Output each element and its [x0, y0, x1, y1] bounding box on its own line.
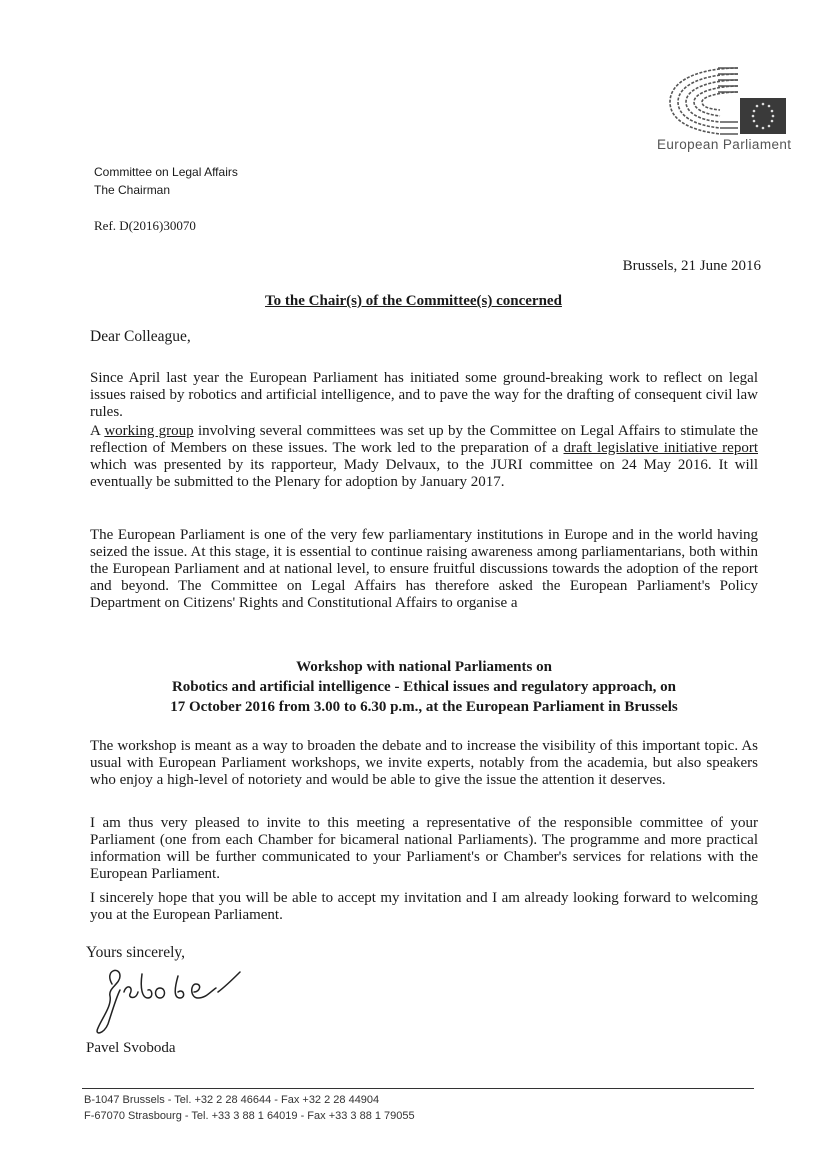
workshop-title: [90, 657, 758, 717]
greeting: Dear Colleague,: [90, 328, 191, 345]
signature-icon: [90, 962, 250, 1037]
footer-brussels: B-1047 Brussels - Tel. +32 2 28 46644 - Fax +32 2 28 44904: [84, 1094, 380, 1106]
letter-date: Brussels, 21 June 2016: [622, 258, 761, 274]
sender-committee: Committee on Legal Affairs: [94, 165, 238, 179]
sender-block: [94, 163, 238, 199]
paragraph-1: Since April last year the European Parliament has initiated some ground-breaking work to reflect on legal issues raised by robotics and artificial intelligence, and to pave the way for the drafting of consequent civil law rules.: [90, 370, 758, 420]
signer-name: Pavel Svoboda: [86, 1040, 176, 1056]
footer-strasbourg: F-67070 Strasbourg - Tel. +33 3 88 1 64019 - Fax +33 3 88 1 79055: [84, 1110, 415, 1122]
footer: [84, 1092, 415, 1124]
logo-text: European Parliament: [657, 137, 792, 152]
p2-text-a: A: [90, 423, 105, 439]
draft-report-link[interactable]: draft legislative initiative report: [563, 440, 758, 456]
closing: Yours sincerely,: [86, 944, 186, 961]
sender-role: The Chairman: [94, 183, 171, 197]
paragraph-4: The workshop is meant as a way to broaden the debate and to increase the visibility of this important topic. As usual with European Parliament workshops, we invite experts, notably from the academia, but also speakers who enjoy a high-level of notoriety and would be able to give the issue the attention it deserves.: [90, 738, 758, 788]
workshop-line-3: 17 October 2016 from 3.00 to 6.30 p.m., at the European Parliament in Brussels: [170, 699, 678, 715]
paragraph-3: The European Parliament is one of the very few parliamentary institutions in Europe and in the world having seized the issue. At this stage, it is essential to continue raising awareness among parliamentarians, both within the European Parliament and at national level, to ensure fruitful discussions towards the adoption of the report and beyond. The Committee on Legal Affairs has therefore asked the European Parliament's Policy Department on Citizens' Rights and Constitutional Affairs to organise a: [90, 527, 758, 611]
paragraph-5: I am thus very pleased to invite to this meeting a representative of the responsible committee of your Parliament (one from each Chamber for bicameral national Parliaments). The programme and more practical information will be further communicated to your Parliament's or Chamber's services for relations with the European Parliament.: [90, 815, 758, 882]
p2-text-c: which was presented by its rapporteur, Mady Delvaux, to the JURI committee on 24 May 2016. It will eventually be submitted to the Plenary for adoption by January 2017.: [90, 457, 758, 490]
p2-text-b: involving several committees was set up by the Committee on Legal Affairs to stimulate the reflection of Members on these issues. The work led to the preparation of a: [90, 423, 758, 456]
working-group-link[interactable]: working group: [104, 423, 194, 439]
workshop-line-1: Workshop with national Parliaments on: [296, 659, 552, 675]
paragraph-2: [90, 423, 758, 491]
footer-divider: [82, 1088, 754, 1089]
addressee-heading: [0, 293, 827, 310]
addressee-text: To the Chair(s) of the Committee(s) concerned: [265, 293, 562, 309]
paragraph-6: I sincerely hope that you will be able to accept my invitation and I am already looking forward to welcoming you at the European Parliament.: [90, 890, 758, 923]
workshop-line-2: Robotics and artificial intelligence - Ethical issues and regulatory approach, on: [171, 679, 677, 695]
reference-number: Ref. D(2016)30070: [94, 218, 196, 233]
